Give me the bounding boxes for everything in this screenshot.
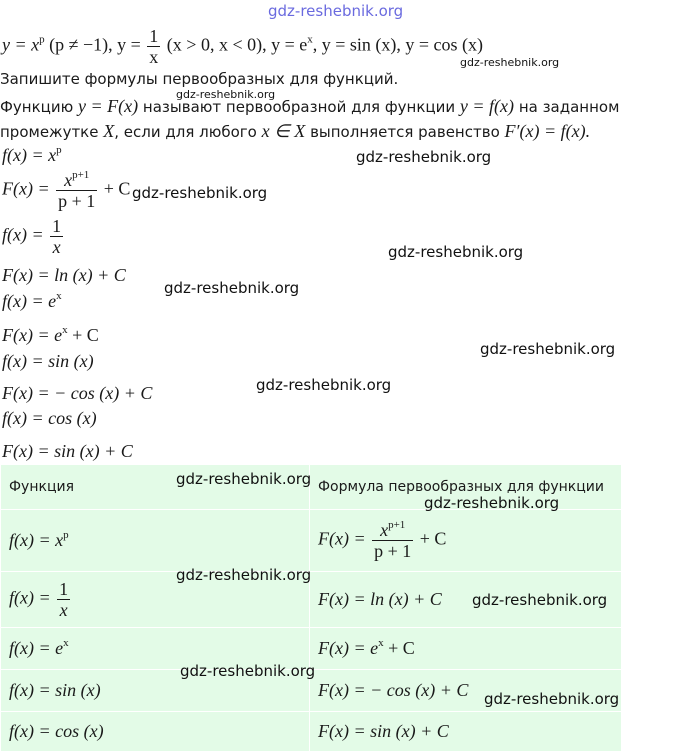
- pair-4-f: f(x) = sin (x): [2, 351, 94, 371]
- table-cell-formula: F(x) = $\frac{x^{p+1}}{p + 1}$ + C: [310, 510, 622, 572]
- watermark: gdz-reshebnik.org: [164, 279, 300, 297]
- pair-2-f: f(x) = $\frac{1}{x}$: [2, 216, 62, 257]
- watermark: gdz-reshebnik.org: [176, 88, 276, 101]
- watermark: gdz-reshebnik.org: [460, 56, 560, 69]
- pair-1-F: F(x) = $\frac{x^{p+1}}{p + 1}$ + C: [2, 169, 131, 211]
- watermark: gdz-reshebnik.org: [484, 690, 620, 708]
- table-row: [1, 510, 622, 572]
- intro-functions: $y = x^p$ (p ≠ −1), y = $\frac{1}{x}$ (x > 0, x < 0), $y = e^x$, y = sin (x), y = cos (x): [2, 26, 484, 67]
- table-cell-formula: F(x) = − cos (x) + C: [310, 670, 622, 712]
- table-row: [1, 712, 622, 752]
- table-cell-formula: $F(x) = e^x + C$: [310, 628, 622, 670]
- table-cell-function: f(x) = sin (x): [1, 670, 310, 712]
- table-cell-formula: F(x) = ln (x) + C: [310, 572, 622, 628]
- table-cell-function: f(x) = cos (x): [1, 712, 310, 752]
- table-cell-function: $f(x) = e^x$: [1, 628, 310, 670]
- watermark: gdz-reshebnik.org: [356, 148, 492, 166]
- watermark: gdz-reshebnik.org: [132, 184, 268, 202]
- pair-5-f: f(x) = cos (x): [2, 408, 97, 428]
- pair-4-F: F(x) = − cos (x) + C: [2, 383, 153, 403]
- pair-3-F: $F(x) = e^x + C$: [2, 324, 99, 345]
- watermark: gdz-reshebnik.org: [472, 591, 608, 609]
- pair-2-F: F(x) = ln (x) + C: [2, 265, 126, 285]
- table-cell-function: $f(x) = x^p$: [1, 510, 310, 572]
- definition-line-2: промежутке X, если для любого x ∈ X выполняется равенство F′(x) = f(x).: [0, 121, 591, 141]
- watermark: gdz-reshebnik.org: [176, 470, 312, 488]
- pair-1-f: $f(x) = x^p$: [2, 144, 62, 165]
- watermark: gdz-reshebnik.org: [180, 662, 316, 680]
- table-cell-formula: F(x) = sin (x) + C: [310, 712, 622, 752]
- definition-line-1: Функцию y = F(x) называют первообразной для функции y = f(x) на заданном: [0, 96, 620, 116]
- pair-3-f: $f(x) = e^x$: [2, 290, 62, 311]
- table-header-function: Функция: [1, 465, 310, 510]
- watermark: gdz-reshebnik.org: [424, 494, 560, 512]
- watermark: gdz-reshebnik.org: [388, 243, 524, 261]
- task-text: Запишите формулы первообразных для функций.: [0, 70, 399, 88]
- watermark: gdz-reshebnik.org: [480, 340, 616, 358]
- pair-5-F: F(x) = sin (x) + C: [2, 441, 133, 461]
- watermark: gdz-reshebnik.org: [256, 376, 392, 394]
- table-cell-function: f(x) = $\frac{1}{x}$: [1, 572, 310, 628]
- watermark-top: gdz-reshebnik.org: [268, 2, 404, 20]
- watermark: gdz-reshebnik.org: [176, 566, 312, 584]
- table-header-formula: Формула первообразных для функции: [310, 465, 622, 510]
